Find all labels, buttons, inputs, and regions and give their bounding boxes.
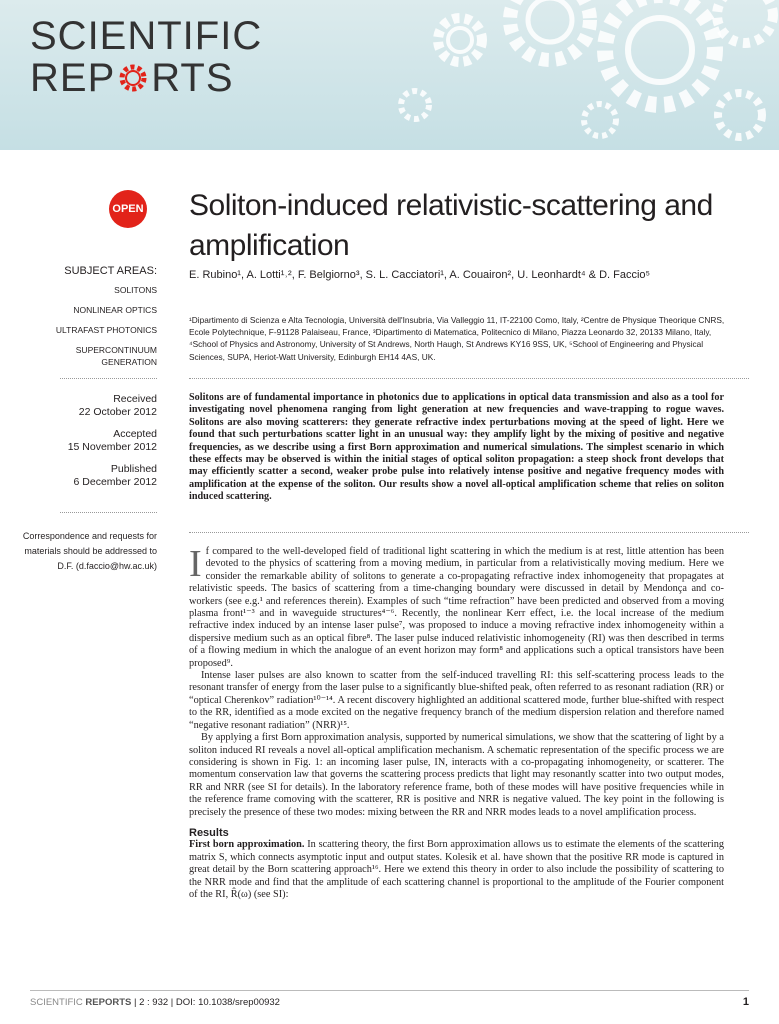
accepted-date: 15 November 2012 [67, 441, 157, 453]
paragraph: Intense laser pulses are also known to scatter from the self-induced travelling RI: this self-scattering process leads to the resonant transfer of energy from the laser pulse to a significantly blue-shifted peak, often referred to as resonant radiation (RR) or “optical Cherenkov” radiation¹⁰⁻¹⁴. A recent discovery highlighted an additional scattered mode, further blue-shifted with respect to the RR, identified as a mode excited on the negative frequency branch of the medium dispersion relation and therefore named “negative resonant radiation” (NRR)¹⁵. [189, 670, 724, 731]
results-heading: Results [189, 826, 229, 839]
sidebar-divider [60, 378, 157, 379]
journal-header [0, 0, 779, 150]
section-divider [189, 532, 749, 533]
subsection-heading: First born approximation. [189, 839, 305, 851]
gears-decoration-icon [390, 0, 779, 150]
received-date: 22 October 2012 [78, 406, 157, 418]
doi-citation[interactable]: | 2 : 932 | DOI: 10.1038/srep00932 [134, 997, 280, 1008]
paragraph: By applying a first Born approximation analysis, supported by numerical simulations, we show that the scattering of light by a soliton induced RI reveals a novel all-optical amplification mechanism. A schematic representation of the specific process we are considering is shown in Fig. 1: an incoming laser pulse, IN, interacts with a co-propagating inhomogeneity, or scatterer. The momentum conservation law that governs the scattering process predicts that light may resonantly scatter into two output modes, RR and NRR (see SI for details). In the laboratory reference frame, both of these modes will have positive frequencies while in the reference frame comoving with the scatterer, RR is positive and NRR is negative valued. The key point in the following is precisely the presence of these two modes: mixing between the RR and NRR modes leads to a novel amplification process. [189, 732, 724, 818]
journal-logo-line2: REP RTS [30, 56, 234, 100]
footer-citation: SCIENTIFIC REPORTS | 2 : 932 | DOI: 10.1038/srep00932 [30, 997, 280, 1008]
article-title: Soliton-induced relativistic-scattering and amplification [189, 189, 713, 262]
subject-areas-heading: SUBJECT AREAS: [64, 265, 157, 277]
page-number: 1 [742, 996, 749, 1008]
section-divider [189, 378, 749, 379]
published-label: Published [110, 463, 157, 475]
open-access-badge: OPEN [109, 190, 147, 228]
drop-cap: I [189, 543, 202, 585]
subject-link[interactable]: NONLINEAR OPTICS [73, 305, 157, 315]
paragraph: If compared to the well-developed field of traditional light scattering in which the medium is at rest, little attention has been devoted to the physics of scattering from a moving medium, in particular from a relativistically moving medium. Here we consider the remarkable ability of solitons to generate a co-propagating refractive index inhomogeneity that propagates at relativistic speeds. The basics of scattering from a time-changing boundary were discussed in detail by Mendonça and co-workers (see e.g.¹ and references therein). Examples of such “time refraction” have been predicted and observed from a moving plasma front¹⁻³ and in waveguide structures⁴⁻⁶. Recently, the nonlinear Kerr effect, i.e. the local increase of the medium refractive index induced by an intense laser pulse⁷, was proposed to induce a moving refractive index inhomogeneity within a dispersive medium such as an optical fibre⁸. The laser pulse induced relativistic inhomogeneity (RI) was then described in terms of a flowing medium in which the analogue of an event horizon may form⁸ and applications such a optical transistors have been proposed⁹. [189, 543, 724, 669]
abstract: Solitons are of fundamental importance in photonics due to applications in optical data transmission and also as a tool for investigating novel phenomena ranging from light generation at new frequencies and wave-trapping to rogue waves. Solitons are also moving scatterers: they generate refractive index perturbations moving at the speed of light. Here we found that such perturbations scatter light in an unusual way: they amplify light by the mixing of positive and negative frequencies, as we describe using a first Born approximation and numerical simulations. The simplest scenario in which these effects may be observed is within the initial stages of optical soliton propagation: a steep shock front develops that may efficiently scatter a second, weaker probe pulse into relatively intense positive and negative frequency modes with amplification at the expense of the soliton. Our results show a novel all-optical amplification scheme that relies on soliton induced scattering. [189, 392, 724, 503]
subject-link[interactable]: SOLITONS [114, 285, 157, 295]
accepted-label: Accepted [113, 428, 157, 440]
footer-divider [30, 990, 749, 991]
subject-link[interactable]: ULTRAFAST PHOTONICS [55, 325, 157, 335]
subject-link[interactable]: SUPERCONTINUUM GENERATION [75, 345, 157, 367]
affiliations: ¹Dipartimento di Scienza e Alta Tecnologia, Università dell'Insubria, Via Valleggio 11, IT-22100 Como, Italy, ²Centre de Physique Theorique CNRS, Ecole Polytechnique, F-91128 Palaiseau, France, ³Dipartimento di Matematica, Politecnico di Milano, Piazza Leonardo 32, 20133 Milano, Italy, ⁴School of Physics and Astronomy, University of St Andrews, North Haugh, St Andrews KY16 9SS, UK, ⁵School of Engineering and Physical Sciences, SUPA, Heriot-Watt University, Edinburgh EH14 4AS, UK. [189, 315, 725, 362]
published-date: 6 December 2012 [73, 476, 157, 488]
journal-logo-line1: SCIENTIFIC [30, 14, 263, 58]
article-body [189, 543, 724, 901]
author-list: E. Rubino¹, A. Lotti¹˒², F. Belgiorno³, S. L. Cacciatori¹, A. Couairon², U. Leonhardt⁴ & D. Faccio⁵ [189, 269, 651, 281]
sidebar-divider [60, 512, 157, 513]
gear-o-icon [118, 58, 148, 88]
article-dates [20, 393, 157, 498]
subject-list [20, 284, 157, 376]
received-label: Received [113, 393, 157, 405]
correspondence-note: Correspondence and requests for materials should be addressed to D.F. (d.faccio@hw.ac.uk) [22, 531, 157, 571]
paragraph: First born approximation. In scattering theory, the first Born approximation allows us to estimate the elements of the scattering matrix S, which connects asymptotic input and output states. Kolesik et al. have shown that the positive RR mode is captured in great detail by the Born scattering approach¹⁶. Here we extend this theory in order to also include the possibility of scattering to the NRR mode and find that the amplitude of each scattering channel is proportional to the amplitude of the Fourier component of the RI, R̂(ω) (see SI): [189, 839, 724, 900]
